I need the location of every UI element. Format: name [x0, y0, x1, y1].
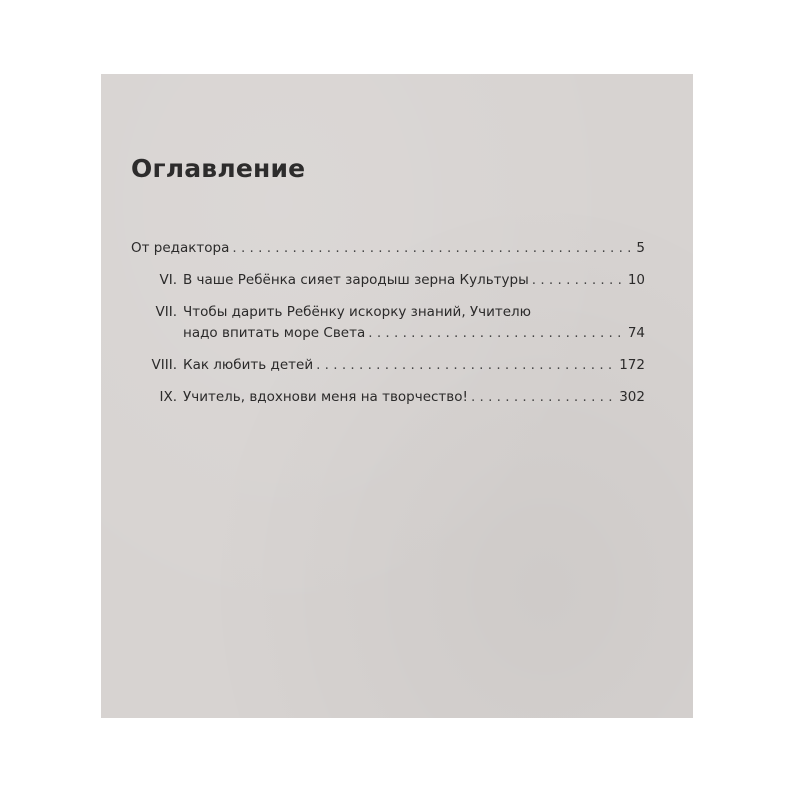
toc-entry-text: Как любить детей: [183, 357, 314, 373]
toc-chapter-number: VII.: [155, 304, 177, 320]
toc-line: [183, 323, 645, 343]
page-title: Оглавление: [131, 154, 306, 183]
dot-leader: [532, 270, 625, 290]
toc-entry-text-line1: Чтобы дарить Ребёнку искорку знаний, Учителю: [183, 304, 532, 320]
toc-line: [131, 238, 645, 258]
toc-entry-viii: [131, 355, 645, 375]
toc-page-number: 5: [636, 240, 645, 256]
toc-page-number: 302: [619, 389, 645, 405]
toc-entry-editor: [131, 238, 645, 258]
toc-entry-text: В чаше Ребёнка сияет зародыш зерна Культуры: [183, 272, 529, 288]
toc-page-number: 74: [627, 325, 645, 341]
toc-entry-text: надо впитать море Света: [183, 325, 366, 341]
toc-entry-text: От редактора: [131, 240, 230, 256]
dot-leader: [316, 355, 616, 375]
toc-entry-vi: [131, 270, 645, 290]
toc-line: [183, 270, 645, 290]
book-page: [101, 74, 693, 718]
toc-page-number: 172: [619, 357, 645, 373]
toc-line: [183, 387, 645, 407]
toc-page-number: 10: [627, 272, 645, 288]
toc-entry-text: Учитель, вдохнови меня на творчество!: [183, 389, 468, 405]
toc-line: [183, 355, 645, 375]
toc-entry-vii-cont: [131, 323, 645, 343]
toc-chapter-number: VIII.: [151, 357, 177, 373]
toc-entry-ix: [131, 387, 645, 407]
dot-leader: [471, 387, 616, 407]
toc-chapter-number: IX.: [159, 389, 177, 405]
toc-chapter-number: VI.: [159, 272, 177, 288]
dot-leader: [232, 238, 633, 258]
dot-leader: [368, 323, 625, 343]
toc-entry-vii: [131, 302, 645, 322]
